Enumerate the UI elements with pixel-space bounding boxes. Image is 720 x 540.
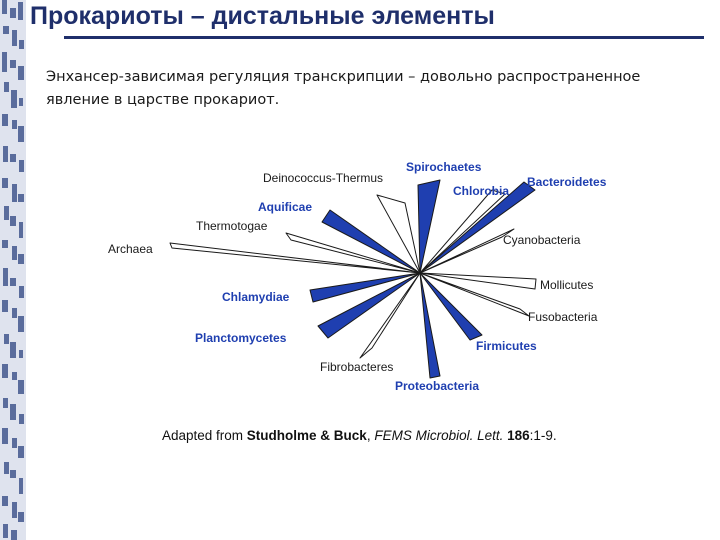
label-deinococcus-thermus: Deinococcus-Thermus bbox=[263, 171, 384, 185]
citation bbox=[162, 428, 557, 443]
label-bacteroidetes: Bacteroidetes bbox=[527, 175, 607, 189]
slide-body-text: Энхансер-зависимая регуляция транскрипции – довольно распространенное явление в царстве прокариот. bbox=[46, 69, 641, 108]
label-fusobacteria: Fusobacteria bbox=[528, 310, 598, 324]
label-proteobacteria: Proteobacteria bbox=[395, 379, 480, 393]
label-spirochaetes: Spirochaetes bbox=[406, 160, 482, 174]
label-chlorobia: Chlorobia bbox=[453, 184, 509, 198]
label-cyanobacteria: Cyanobacteria bbox=[503, 233, 581, 247]
label-mollicutes: Mollicutes bbox=[540, 278, 594, 292]
label-aquificae: Aquificae bbox=[258, 200, 313, 214]
label-firmicutes: Firmicutes bbox=[476, 339, 537, 353]
label-archaea: Archaea bbox=[108, 242, 153, 256]
branch-mollicutes bbox=[420, 273, 536, 289]
label-chlamydiae: Chlamydiae bbox=[222, 290, 290, 304]
citation-pages: :1-9. bbox=[529, 428, 557, 443]
label-fibrobacteres: Fibrobacteres bbox=[320, 360, 394, 374]
branch-proteobacteria bbox=[420, 273, 440, 378]
citation-authors: Studholme & Buck bbox=[246, 428, 367, 443]
citation-volume: 186 bbox=[503, 428, 530, 443]
slide-title: Прокариоты – дистальные элементы bbox=[30, 2, 495, 30]
citation-prefix: Adapted from bbox=[162, 428, 247, 443]
citation-separator: , bbox=[366, 428, 375, 443]
branch-thermotogae bbox=[286, 233, 420, 273]
label-planctomycetes: Planctomycetes bbox=[195, 331, 287, 345]
citation-journal: FEMS Microbiol. Lett. bbox=[374, 428, 504, 443]
label-thermotogae: Thermotogae bbox=[196, 219, 268, 233]
